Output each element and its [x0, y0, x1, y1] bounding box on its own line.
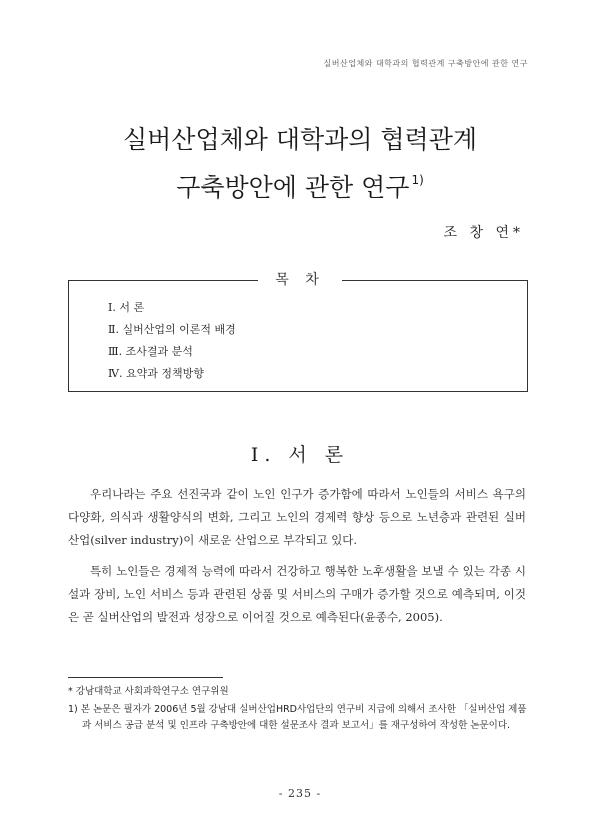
running-header: 실버산업체와 대학과의 협력관계 구축방안에 관한 연구 — [323, 59, 528, 68]
toc-item: Ⅱ. 실버산업의 이론적 배경 — [108, 323, 236, 336]
section-heading: Ⅰ. 서 론 — [250, 444, 350, 466]
paper-title — [0, 120, 600, 208]
footnote-affiliation: * 강남대학교 사회과학연구소 연구위원 — [68, 686, 229, 697]
title-footnote-marker[interactable]: 1) — [411, 173, 424, 187]
toc-item: Ⅳ. 요약과 정책방향 — [108, 367, 204, 380]
toc-list — [108, 297, 236, 385]
title-line-1: 실버산업체와 대학과의 협력관계 — [123, 125, 477, 154]
title-line-2-text: 구축방안에 관한 연구 — [176, 173, 410, 202]
toc-item: Ⅰ. 서 론 — [108, 301, 145, 314]
footnotes — [68, 684, 530, 736]
body-paragraph: 특히 노인들은 경제적 능력에 따라서 건강하고 행복한 노후생활을 보낼 수 있는 각종 시설과 장비, 노인 서비스 등과 관련된 상품 및 서비스의 구매가 증가할 것으로 예측되며, 이것은 곧 실버산업의 발전과 성장으로 이어질 것으로 예측된다(윤종수, 2005). — [68, 564, 526, 624]
author-name: 조 창 연* — [443, 225, 524, 241]
title-line-2 — [0, 160, 600, 208]
toc-item: Ⅲ. 조사결과 분석 — [108, 345, 193, 358]
page-number: - 235 - — [278, 787, 322, 800]
body-paragraph: 우리나라는 주요 선진국과 같이 노인 인구가 증가함에 따라서 노인들의 서비스 욕구의 다양화, 의식과 생활양식의 변화, 그리고 노인의 경제력 향상 등으로 노년층과 관련된 실버산업(silver industry)이 새로운 산업으로 부각되고 있다. — [68, 487, 526, 547]
footnote-divider — [68, 677, 223, 678]
toc-heading: 목 차 — [258, 271, 342, 289]
footnote-1: 1) 본 논문은 필자가 2006년 5월 강남대 실버산업HRD사업단의 연구비 지급에 의해서 조사한 「실버산업 제품과 서비스 공급 분석 및 인프라 구축방안에 대한 설문조사 결과 보고서」를 재구성하여 작성한 논문이다. — [68, 703, 527, 731]
